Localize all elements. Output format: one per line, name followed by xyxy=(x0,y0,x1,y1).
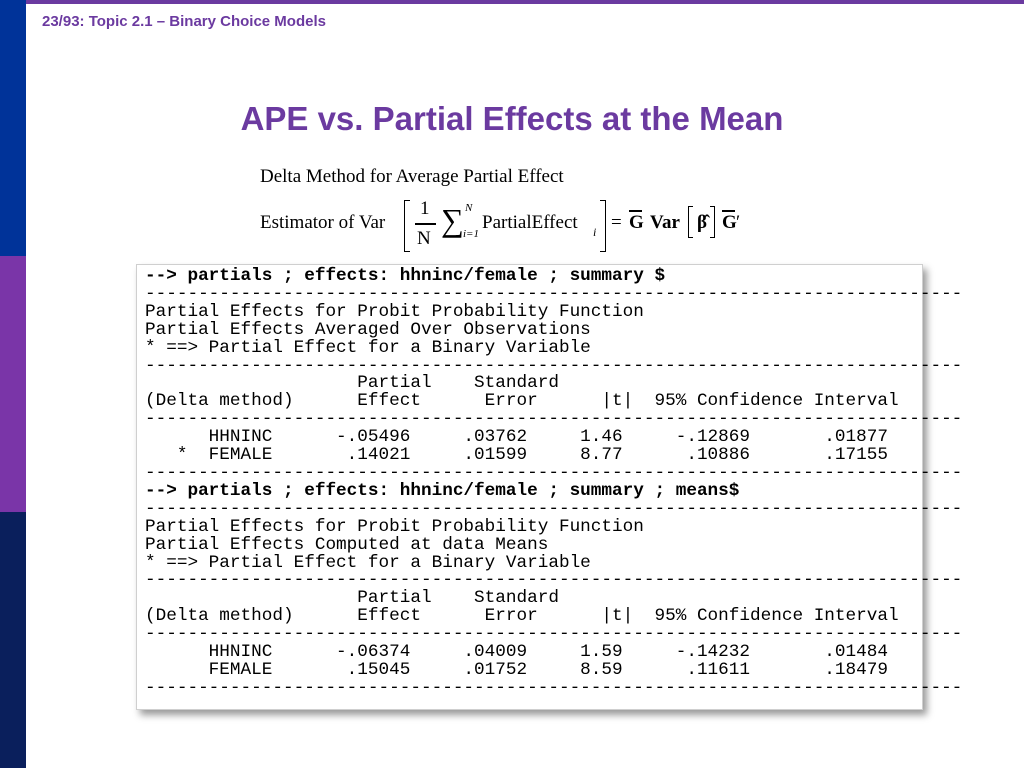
slide-header: 23/93: Topic 2.1 – Binary Choice Models xyxy=(42,13,326,30)
formula-var-left-bracket xyxy=(688,206,693,238)
formula-left-bracket xyxy=(404,200,410,252)
left-bar-segment-navy xyxy=(0,512,26,768)
left-bar-segment-purple xyxy=(0,256,26,512)
formula-fraction-line xyxy=(415,223,436,225)
formula-var: Var xyxy=(650,212,680,233)
formula-right-bracket xyxy=(600,200,606,252)
formula-equals: = xyxy=(611,212,622,233)
output-line-text: Partial Effects Computed at data Means xyxy=(145,534,549,555)
output-line-table-row: HHNINC -.05496 .03762 1.46 -.12869 .01877 xyxy=(145,427,888,448)
slide-title: APE vs. Partial Effects at the Mean xyxy=(240,100,784,137)
output-line-separator: ----------------------------------------------------------------------------- xyxy=(145,677,963,698)
formula-lower-limit: i=1 xyxy=(463,228,479,240)
output-line-command: --> partials ; effects: hhninc/female ; summary $ xyxy=(145,266,666,286)
formula-g: G xyxy=(629,212,644,233)
output-line-column-header: (Delta method) Effect Error |t| 95% Confidence Interval xyxy=(145,391,899,412)
output-line-separator: ----------------------------------------------------------------------------- xyxy=(145,624,963,645)
output-line-text: Partial Effects Averaged Over Observations xyxy=(145,319,591,340)
slide-subtitle: Delta Method for Average Partial Effect xyxy=(260,166,564,187)
software-output-panel xyxy=(136,264,963,710)
formula-denominator: N xyxy=(417,228,431,249)
output-line-text: * ==> Partial Effect for a Binary Variable xyxy=(145,552,591,573)
output-line-column-header: (Delta method) Effect Error |t| 95% Confidence Interval xyxy=(145,606,899,627)
output-line-separator: ----------------------------------------------------------------------------- xyxy=(145,570,963,591)
formula-var-right-bracket xyxy=(710,206,715,238)
formula-lead: Estimator of Var xyxy=(260,212,386,233)
output-line-text: * ==> Partial Effect for a Binary Variable xyxy=(145,337,591,358)
output-line-separator: ----------------------------------------------------------------------------- xyxy=(145,283,963,304)
formula-gt-bar xyxy=(722,210,735,212)
top-accent-bar xyxy=(0,0,1024,4)
formula-g-transpose: G xyxy=(722,212,737,233)
formula-g-bar xyxy=(629,210,642,212)
formula-subscript: i xyxy=(593,225,597,239)
output-line-command: --> partials ; effects: hhninc/female ; summary ; means$ xyxy=(145,480,740,501)
output-line-table-row: HHNINC -.06374 .04009 1.59 -.14232 .01484 xyxy=(145,642,888,663)
output-line-text: Partial Effects for Probit Probability Function xyxy=(145,301,644,322)
formula-beta: β̂ xyxy=(697,212,708,233)
formula-numerator: 1 xyxy=(420,198,430,219)
formula-upper-limit: N xyxy=(465,202,473,214)
output-line-column-header: Partial Standard xyxy=(145,588,559,609)
output-line-text: Partial Effects for Probit Probability Function xyxy=(145,516,644,537)
output-text xyxy=(137,265,963,698)
output-line-separator: ----------------------------------------------------------------------------- xyxy=(145,498,963,519)
formula-prime: ′ xyxy=(736,212,741,233)
formula-sigma: ∑ xyxy=(441,202,464,238)
output-line-table-row: FEMALE .15045 .01752 8.59 .11611 .18479 xyxy=(145,659,888,680)
output-line-column-header: Partial Standard xyxy=(145,373,559,394)
output-line-separator: ----------------------------------------------------------------------------- xyxy=(145,409,963,430)
output-line-separator: ----------------------------------------------------------------------------- xyxy=(145,355,963,376)
formula-term: PartialEffect xyxy=(482,212,578,233)
output-line-separator: ----------------------------------------------------------------------------- xyxy=(145,462,963,483)
output-line-table-row: * FEMALE .14021 .01599 8.77 .10886 .17155 xyxy=(145,445,888,466)
